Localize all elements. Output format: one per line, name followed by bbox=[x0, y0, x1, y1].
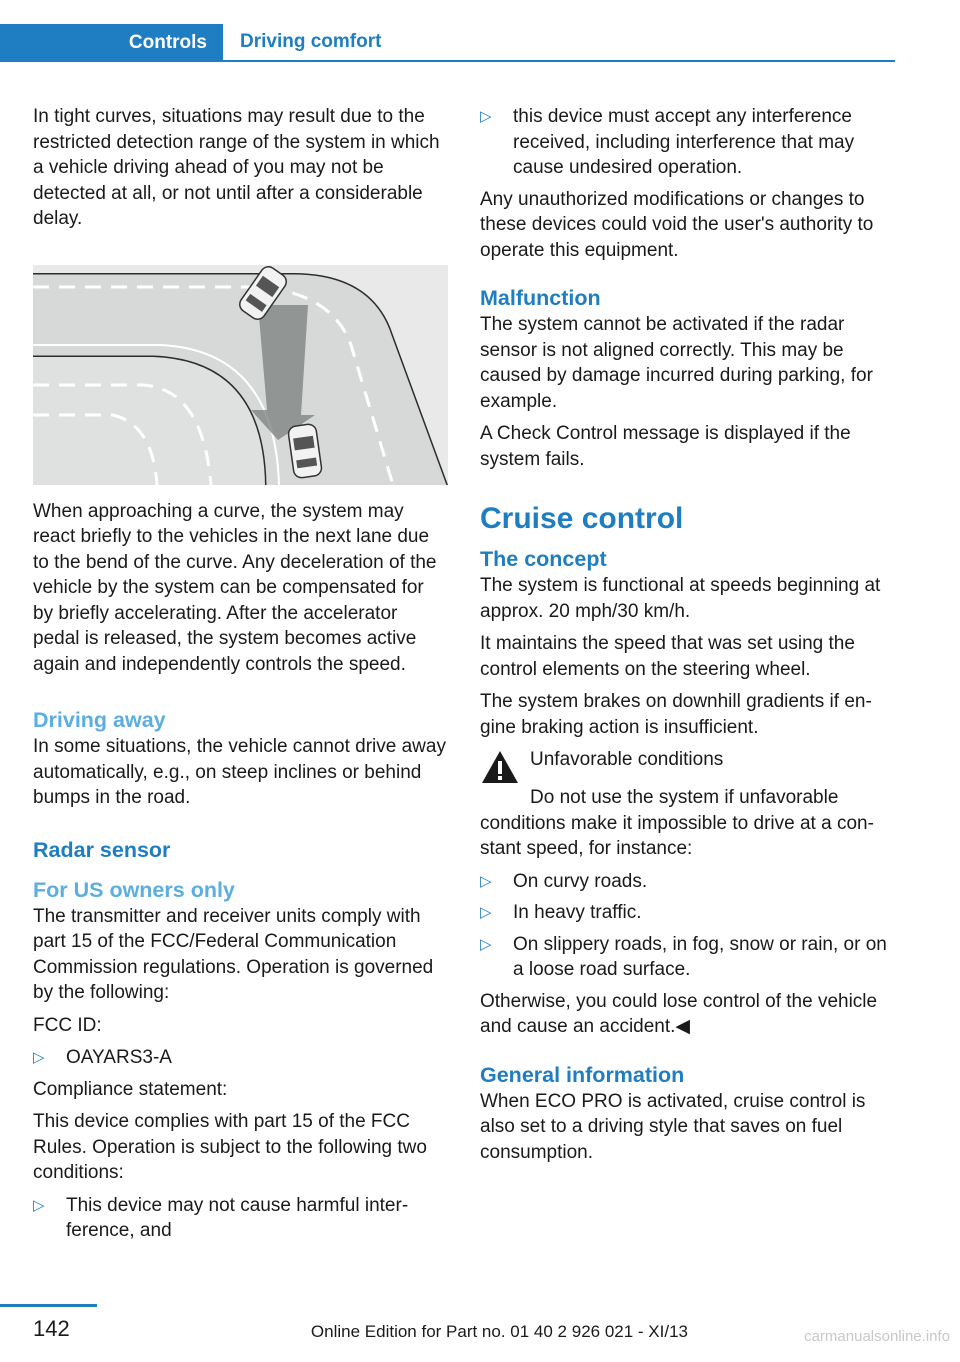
page-number: 142 bbox=[33, 1316, 70, 1341]
bullet-arrow-icon: ▷ bbox=[33, 1049, 45, 1066]
heading-radar-sensor: Radar sensor bbox=[33, 837, 171, 862]
paragraph: When ECO PRO is activated, cruise control is also set to a driving style that saves on fuel consumption. bbox=[480, 1090, 866, 1163]
paragraph: FCC ID: bbox=[33, 1014, 102, 1036]
tab-controls: Controls bbox=[0, 24, 223, 62]
paragraph: In tight curves, situations may result due to the restricted detection range of the system in which a vehicle driving ahead of you may not be detected at all, or not until after a considerable delay. bbox=[33, 106, 440, 229]
tab-driving-comfort: Driving comfort bbox=[240, 31, 382, 52]
bullet-arrow-icon: ▷ bbox=[480, 904, 492, 921]
heading-cruise-control: Cruise control bbox=[480, 502, 684, 535]
list-item: ▷ This device may not cause harmful interference, and bbox=[33, 1193, 448, 1244]
paragraph: A Check Control message is displayed if the system fails. bbox=[480, 423, 851, 470]
paragraph: When approaching a curve, the system may react briefly to the vehicles in the next lane due to the bend of the curve. Any deceleration of the vehicle by the system can be compensated for by briefly accelerating. After the accelerator pedal is released, the system becomes active again and independently controls the speed. bbox=[33, 500, 437, 675]
heading-malfunction: Malfunction bbox=[480, 286, 601, 310]
list-item: ▷ this device must accept any interference received, including interference that may cause undesired operation. bbox=[480, 104, 895, 181]
paragraph: The system cannot be activated if the radar sensor is not aligned correctly. This may be caused by damage incurred during parking, for example. bbox=[480, 314, 873, 412]
paragraph: In some situations, the vehicle cannot drive away automatically, e.g., on steep inclines or behind bumps in the road. bbox=[33, 736, 446, 808]
warning-text: Do not use the system if unfavorable conditions make it impossible to drive at a constant speed, for instance: bbox=[480, 787, 874, 859]
paragraph: Compliance statement: bbox=[33, 1078, 228, 1100]
curve-illustration bbox=[33, 265, 448, 485]
paragraph: This device complies with part 15 of the FCC Rules. Operation is subject to the following two conditions: bbox=[33, 1111, 427, 1183]
watermark: carmanualsonline.info bbox=[804, 1328, 950, 1345]
paragraph: The system is functional at speeds beginning at approx. 20 mph/30 km/h. bbox=[480, 575, 881, 622]
heading-us-owners: For US owners only bbox=[33, 877, 235, 902]
bullet-arrow-icon: ▷ bbox=[480, 108, 492, 125]
paragraph: Otherwise, you could lose control of the vehicle and cause an accident.◀ bbox=[480, 990, 878, 1037]
left-column bbox=[33, 104, 448, 1250]
list-item: ▷ On curvy roads. bbox=[480, 869, 895, 895]
page-header bbox=[0, 24, 895, 62]
paragraph: The transmitter and receiver units comply with part 15 of the FCC/Federal Communication Commission regulations. Operation is governed by the following: bbox=[33, 905, 434, 1003]
edition-note: Online Edition for Part no. 01 40 2 926 021 - XI/13 bbox=[310, 1322, 688, 1341]
heading-the-concept: The concept bbox=[480, 547, 607, 571]
heading-driving-away: Driving away bbox=[33, 708, 166, 732]
warning-title: Unfavorable conditions bbox=[530, 749, 724, 770]
paragraph: Any unauthorized modifications or changes to these devices could void the user's authority to operate this equipment. bbox=[480, 188, 874, 261]
warning-triangle-icon bbox=[480, 749, 520, 785]
paragraph: The system brakes on downhill gradients if engine braking action is insufficient. bbox=[480, 691, 872, 738]
bullet-arrow-icon: ▷ bbox=[480, 935, 492, 953]
bullet-arrow-icon: ▷ bbox=[33, 1196, 45, 1214]
list-item: ▷ On slippery roads, in fog, snow or rain, or on a loose road surface. bbox=[480, 932, 895, 983]
heading-general-information: General information bbox=[480, 1062, 685, 1087]
footer-rule bbox=[0, 1304, 97, 1307]
header-rule bbox=[0, 60, 895, 62]
right-column bbox=[480, 104, 895, 1172]
bullet-arrow-icon: ▷ bbox=[480, 872, 492, 890]
list-item: ▷ In heavy traffic. bbox=[480, 900, 895, 926]
paragraph: It maintains the speed that was set using the control elements on the steering wheel. bbox=[480, 633, 855, 680]
list-item: ▷ OAYARS3-A bbox=[33, 1045, 448, 1071]
warning-block bbox=[480, 747, 895, 785]
